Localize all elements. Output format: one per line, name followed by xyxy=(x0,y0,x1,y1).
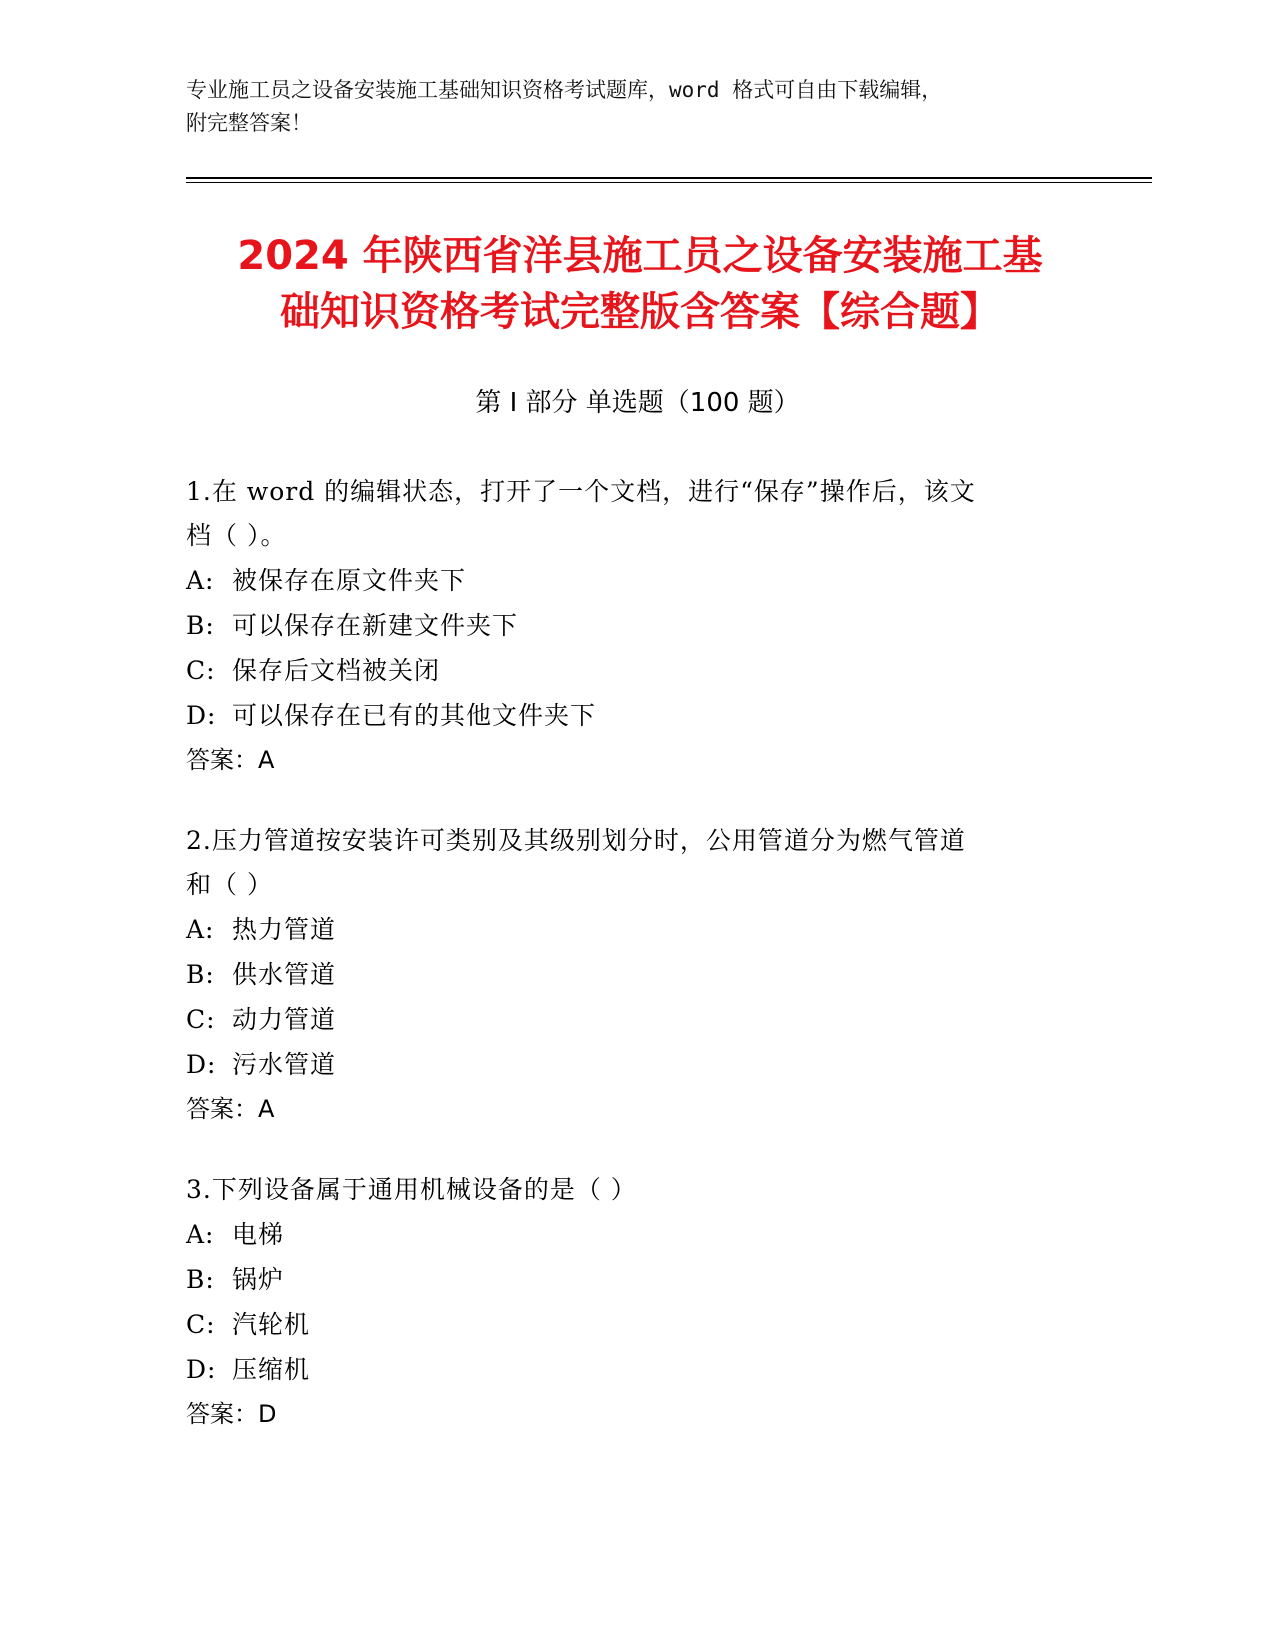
option-letter: A: xyxy=(186,566,215,595)
question-1 xyxy=(186,470,1066,783)
header-divider-thick xyxy=(186,177,1152,179)
option-letter: D: xyxy=(186,1050,217,1079)
answer-line: 答案：A xyxy=(186,1095,275,1123)
option-text: 热力管道 xyxy=(232,915,337,944)
question-3 xyxy=(186,1168,1066,1437)
question-stem: 和（ ） xyxy=(186,870,273,899)
option-letter: A: xyxy=(186,1220,215,1249)
section-heading: 第 I 部分 单选题（100 题） xyxy=(475,388,800,418)
option-c xyxy=(186,997,1066,1042)
option-letter: D: xyxy=(186,701,217,730)
option-text: 动力管道 xyxy=(232,1005,337,1034)
option-c xyxy=(186,1302,1066,1347)
option-text: 污水管道 xyxy=(232,1050,337,1079)
option-text: 电梯 xyxy=(232,1220,285,1249)
option-d xyxy=(186,1347,1066,1392)
option-b xyxy=(186,1257,1066,1302)
option-letter: C: xyxy=(186,656,216,685)
option-b xyxy=(186,603,1066,648)
option-text: 锅炉 xyxy=(232,1265,285,1294)
title-line: 2024 年陕西省洋县施工员之设备安装施工基 xyxy=(237,233,1043,279)
option-letter: B: xyxy=(186,960,215,989)
header-divider-thin xyxy=(186,182,1152,183)
option-text: 汽轮机 xyxy=(232,1310,311,1339)
option-b xyxy=(186,952,1066,997)
option-letter: B: xyxy=(186,611,215,640)
answer-line: 答案：D xyxy=(186,1400,277,1428)
header-note-line: 附完整答案！ xyxy=(186,111,312,135)
option-letter: B: xyxy=(186,1265,215,1294)
option-a xyxy=(186,907,1066,952)
option-a xyxy=(186,558,1066,603)
answer-line: 答案：A xyxy=(186,746,275,774)
option-d xyxy=(186,1042,1066,1087)
option-letter: D: xyxy=(186,1355,217,1384)
title-line: 础知识资格考试完整版含答案【综合题】 xyxy=(280,289,1000,335)
option-text: 可以保存在新建文件夹下 xyxy=(232,611,519,640)
option-d xyxy=(186,693,1066,738)
header-note-line: 专业施工员之设备安装施工基础知识资格考试题库，word 格式可自由下载编辑， xyxy=(186,78,943,102)
header-note xyxy=(186,74,1086,140)
question-stem: 1.在 word 的编辑状态，打开了一个文档，进行“保存”操作后，该文 xyxy=(186,477,976,506)
option-text: 被保存在原文件夹下 xyxy=(232,566,467,595)
option-c xyxy=(186,648,1066,693)
question-stem: 3.下列设备属于通用机械设备的是（ ） xyxy=(186,1175,637,1204)
option-letter: A: xyxy=(186,915,215,944)
option-letter: C: xyxy=(186,1005,216,1034)
question-stem: 2.压力管道按安装许可类别及其级别划分时，公用管道分为燃气管道 xyxy=(186,826,966,855)
question-list xyxy=(186,470,1066,1473)
option-letter: C: xyxy=(186,1310,216,1339)
option-text: 供水管道 xyxy=(232,960,337,989)
question-stem: 档（ ）。 xyxy=(186,521,287,550)
option-text: 保存后文档被关闭 xyxy=(232,656,441,685)
option-text: 压缩机 xyxy=(232,1355,311,1384)
option-a xyxy=(186,1212,1066,1257)
document-title xyxy=(180,228,1100,340)
option-text: 可以保存在已有的其他文件夹下 xyxy=(232,701,597,730)
question-2 xyxy=(186,819,1066,1132)
